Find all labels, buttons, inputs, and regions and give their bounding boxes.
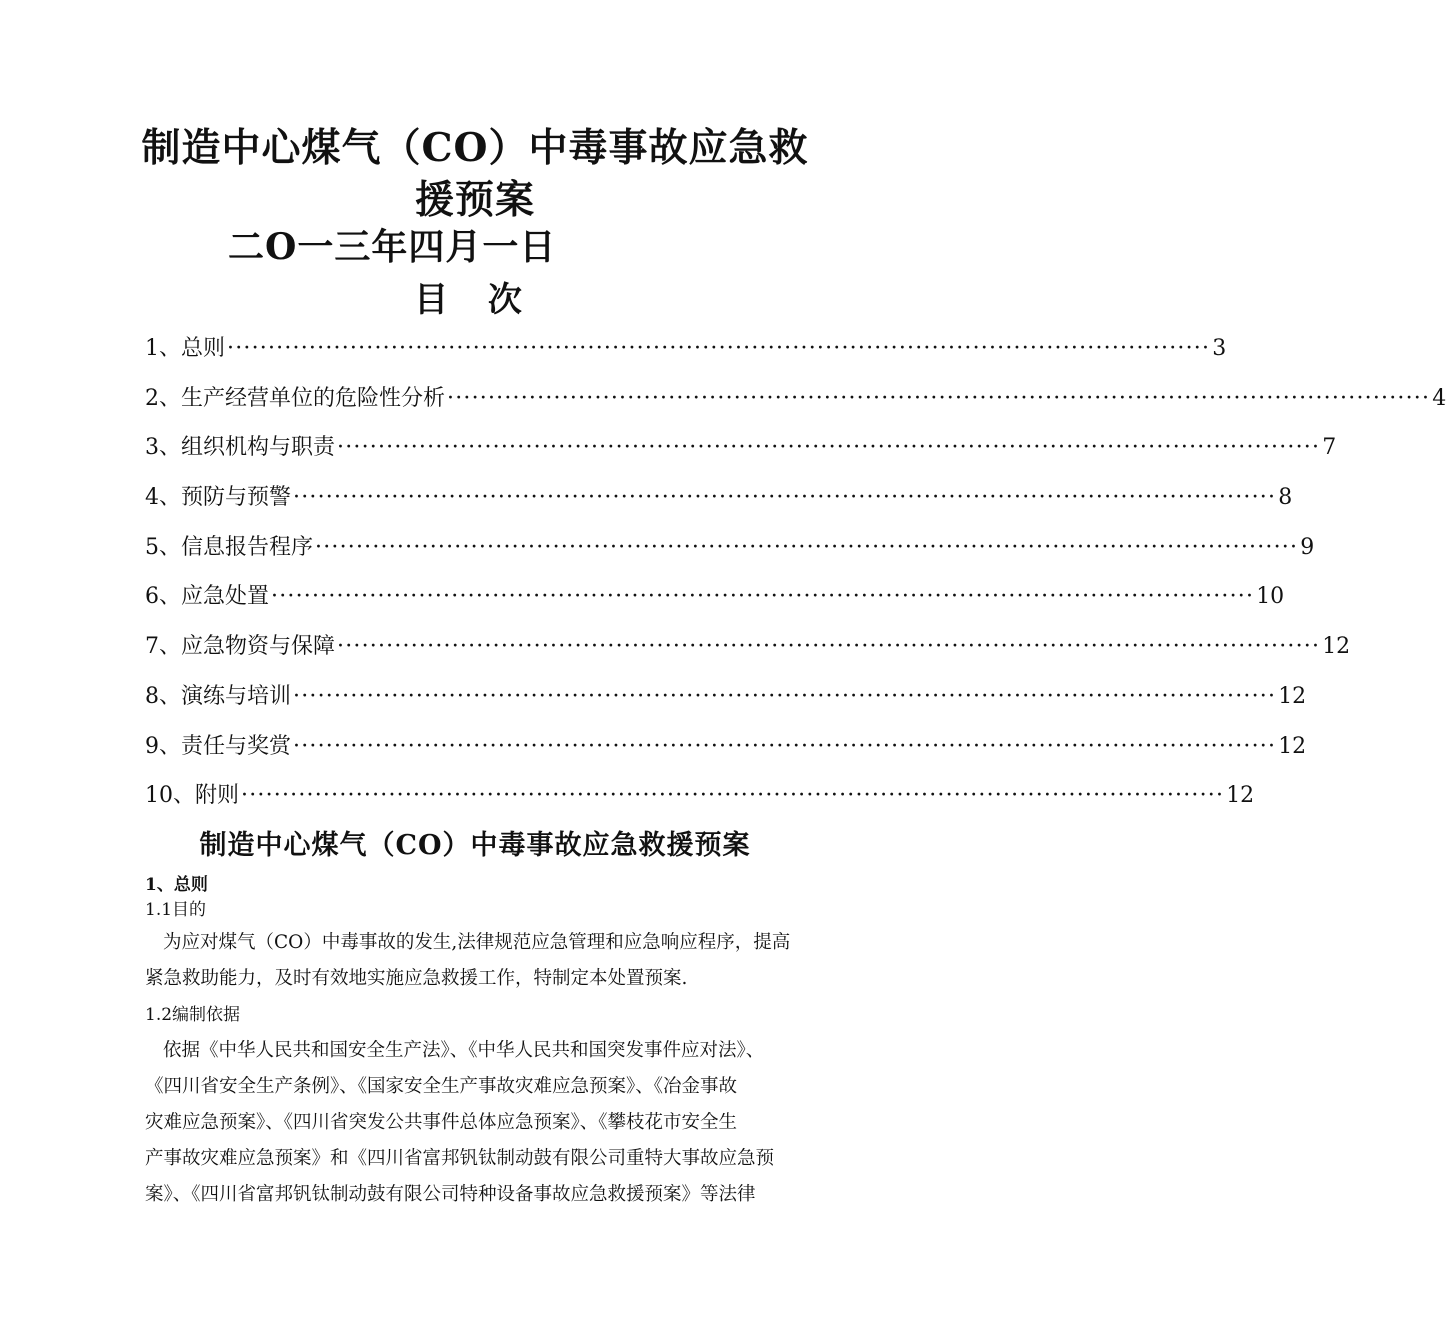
toc-entry-label: 2、生产经营单位的危险性分析	[145, 385, 445, 411]
toc-entry-page-number: 10	[1256, 584, 1285, 610]
toc-leader-dots: ························································································································	[293, 733, 1277, 759]
toc-leader-dots: ························································································································	[293, 683, 1277, 709]
section-heading-general: 1、总则	[145, 875, 208, 895]
toc-entry-page-number: 4	[1432, 385, 1446, 411]
toc-entry[interactable]	[145, 729, 1307, 779]
toc-entry[interactable]	[145, 381, 1446, 431]
toc-leader-dots: ························································································································	[447, 385, 1431, 411]
toc-leader-dots: ························································································································	[293, 485, 1277, 511]
toc-entry[interactable]	[145, 629, 1351, 679]
toc-entry-page-number: 9	[1300, 534, 1315, 560]
subsection-heading-purpose: 1.1目的	[145, 900, 207, 920]
paragraph-line: 灾难应急预案》、《四川省突发公共事件总体应急预案》、《攀枝花市安全生	[145, 1112, 738, 1133]
toc-leader-dots: ························································································································	[337, 435, 1321, 461]
toc-entry-label: 10、附则	[145, 783, 239, 809]
toc-leader-dots: ························································································································	[227, 336, 1211, 361]
toc-leader-dots: ························································································································	[241, 783, 1225, 809]
toc-entry[interactable]	[145, 480, 1293, 530]
cover-title	[140, 122, 810, 226]
toc-entry[interactable]	[145, 679, 1307, 729]
toc-entry[interactable]	[145, 331, 1227, 381]
cover-title-line-1: 制造中心煤气（CO）中毒事故应急救	[141, 125, 809, 171]
toc-leader-dots: ························································································································	[337, 634, 1321, 660]
subsection-heading-basis: 1.2编制依据	[145, 1005, 241, 1025]
paragraph-line: 产事故灾难应急预案》和《四川省富邦钒钛制动鼓有限公司重特大事故应急预	[145, 1148, 775, 1169]
toc-heading: 目 次	[414, 280, 536, 320]
paragraph-line: 《四川省安全生产条例》、《国家安全生产事故灾难应急预案》、《冶金事故	[145, 1076, 738, 1097]
basis-paragraph	[145, 1033, 815, 1213]
toc-entry-label: 1、总则	[145, 336, 225, 361]
toc-entry-page-number: 12	[1278, 683, 1307, 709]
toc-entry[interactable]	[145, 778, 1255, 828]
toc-entry-label: 6、应急处置	[145, 584, 269, 610]
toc-leader-dots: ························································································································	[315, 534, 1299, 560]
toc-entry-label: 8、演练与培训	[145, 683, 291, 709]
toc-entry-label: 9、责任与奖赏	[145, 733, 291, 759]
paragraph-line: 依据《中华人民共和国安全生产法》、《中华人民共和国突发事件应对法》、	[163, 1040, 765, 1061]
toc-entry-page-number: 7	[1322, 435, 1337, 461]
paragraph-line: 为应对煤气（CO）中毒事故的发生,法律规范应急管理和应急响应程序，提高	[163, 932, 791, 953]
document-title: 制造中心煤气（CO）中毒事故应急救援预案	[199, 830, 751, 861]
toc-entry-page-number: 12	[1226, 783, 1255, 809]
paragraph-line: 紧急救助能力，及时有效地实施应急救援工作，特制定本处置预案.	[145, 968, 688, 989]
cover-date: 二O一三年四月一日	[228, 226, 557, 268]
toc-entry[interactable]	[145, 430, 1337, 480]
cover-title-line-2: 援预案	[414, 177, 535, 223]
toc-entry[interactable]	[145, 530, 1315, 580]
toc-entry-label: 4、预防与预警	[145, 485, 291, 511]
toc-entry-page-number: 12	[1322, 634, 1351, 660]
toc-entry-label: 3、组织机构与职责	[145, 435, 335, 461]
toc-leader-dots: ························································································································	[271, 584, 1255, 610]
toc-entry[interactable]	[145, 579, 1285, 629]
purpose-paragraph	[145, 925, 815, 997]
toc-entry-page-number: 8	[1278, 485, 1293, 511]
paragraph-line: 案》、《四川省富邦钒钛制动鼓有限公司特种设备事故应急救援预案》等法律	[145, 1184, 756, 1205]
toc-entry-label: 5、信息报告程序	[145, 534, 313, 560]
toc-entry-page-number: 12	[1278, 733, 1307, 759]
toc-entry-page-number: 3	[1212, 336, 1227, 361]
toc-entry-label: 7、应急物资与保障	[145, 634, 335, 660]
table-of-contents	[145, 331, 1446, 828]
